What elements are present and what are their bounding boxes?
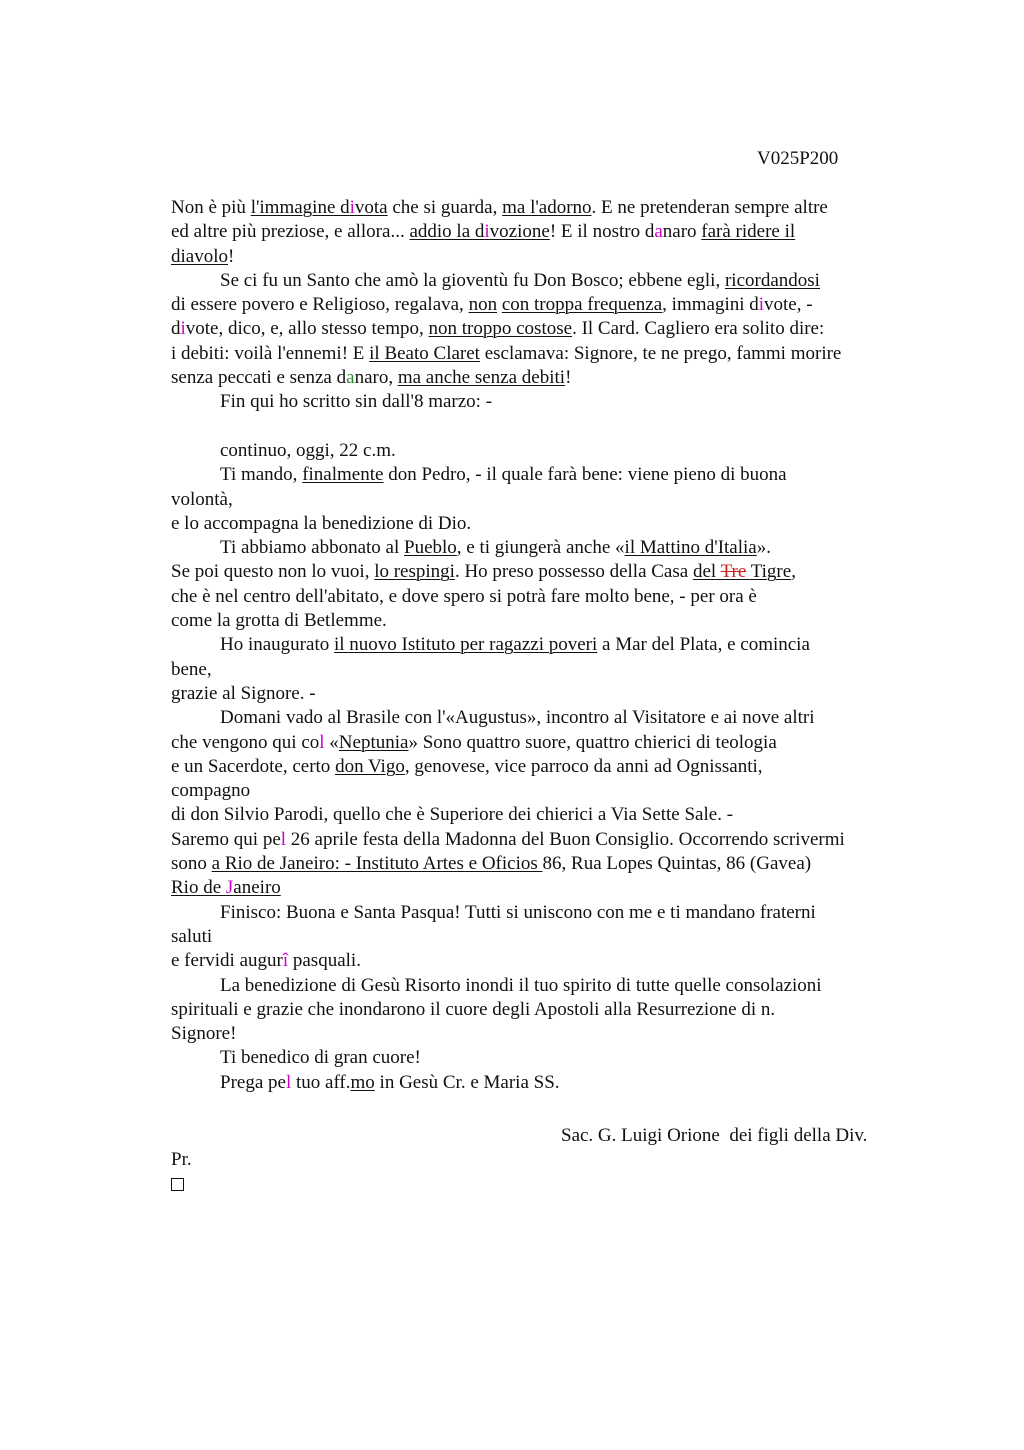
text-line: sono a Rio de Janeiro: - Instituto Artes e Oficios 86, Rua Lopes Quintas, 86 (Gavea) [171, 853, 812, 875]
text-line: bene, [171, 658, 212, 680]
letter-body [171, 196, 911, 1095]
text-line: Finisco: Buona e Santa Pasqua! Tutti si uniscono con me e ti mandano fraterni [220, 901, 816, 923]
text-line: Rio de Janeiro [171, 877, 281, 899]
text-line: Ti benedico di gran cuore! [220, 1047, 421, 1069]
text-line: di don Silvio Parodi, quello che è Superiore dei chierici a Via Sette Sale. - [171, 804, 734, 826]
signature-continuation [171, 1148, 192, 1196]
text-line: Se ci fu un Santo che amò la gioventù fu Don Bosco; ebbene egli, ricordandosi [220, 269, 820, 291]
text-line: che è nel centro dell'abitato, e dove spero si potrà fare molto bene, - per ora è [171, 585, 757, 607]
text-line: saluti [171, 925, 213, 947]
text-line: Saremo qui pel 26 aprile festa della Madonna del Buon Consiglio. Occorrendo scrivermi [171, 828, 845, 850]
text-line: Non è più l'immagine divota che si guarda, ma l'adorno. E ne pretenderan sempre altre [171, 197, 828, 218]
checkbox-symbol [171, 1172, 192, 1196]
page-id: V025P200 [757, 148, 839, 169]
text-line: Prega pel tuo aff.mo in Gesù Cr. e Maria SS. [220, 1071, 560, 1093]
text-line: compagno [171, 780, 251, 802]
text-line: di essere povero e Religioso, regalava, non con troppa frequenza, immagini divote, - [171, 294, 813, 316]
text-line: e un Sacerdote, certo don Vigo, genovese, vice parroco da anni ad Ognissanti, [171, 755, 763, 777]
text-line: senza peccati e senza danaro, ma anche senza debiti! [171, 367, 572, 389]
text-line: Se poi questo non lo vuoi, lo respingi. Ho preso possesso della Casa del Tre Tigre, [171, 561, 796, 583]
text-line: Domani vado al Brasile con l'«Augustus», incontro al Visitatore e ai nove altri [220, 707, 815, 729]
text-line: i debiti: voilà l'ennemi! E il Beato Claret esclamava: Signore, te ne prego, fammi morire [171, 342, 842, 364]
text-line: ed altre più preziose, e allora... addio la divozione! E il nostro danaro farà ridere il [171, 221, 796, 243]
text-line: e lo accompagna la benedizione di Dio. [171, 512, 472, 534]
signature-end-text: Pr. [171, 1149, 192, 1170]
text-line: che vengono qui col «Neptunia» Sono quattro suore, quattro chierici di teologia [171, 731, 777, 753]
text-line: grazie al Signore. - [171, 682, 316, 704]
text-line: La benedizione di Gesù Risorto inondi il tuo spirito di tutte quelle consolazioni [220, 974, 822, 996]
text-line: e fervidi augurî pasquali. [171, 950, 361, 972]
text-line: Fin qui ho scritto sin dall'8 marzo: - [220, 391, 493, 413]
text-line: diavolo! [171, 245, 235, 267]
text-line: Ho inaugurato il nuovo Istituto per ragazzi poveri a Mar del Plata, e comincia [220, 634, 810, 656]
text-line: continuo, oggi, 22 c.m. [220, 439, 396, 461]
text-line: spirituali e grazie che inondarono il cuore degli Apostoli alla Resurrezione di n. [171, 998, 776, 1020]
text-line: Signore! [171, 1023, 237, 1045]
text-line: divote, dico, e, allo stesso tempo, non troppo costose. Il Card. Cagliero era solito dire: [171, 318, 825, 340]
empty-box-icon [171, 1178, 184, 1191]
text-line: come la grotta di Betlemme. [171, 610, 387, 632]
text-line: Ti mando, finalmente don Pedro, - il quale farà bene: viene pieno di buona [220, 464, 787, 486]
text-line: Ti abbiamo abbonato al Pueblo, e ti giungerà anche «il Mattino d'Italia». [220, 537, 771, 559]
text-line: volontà, [171, 488, 233, 510]
signature: Sac. G. Luigi Orione dei figli della Div. [561, 1125, 868, 1146]
blank-line [171, 415, 911, 439]
